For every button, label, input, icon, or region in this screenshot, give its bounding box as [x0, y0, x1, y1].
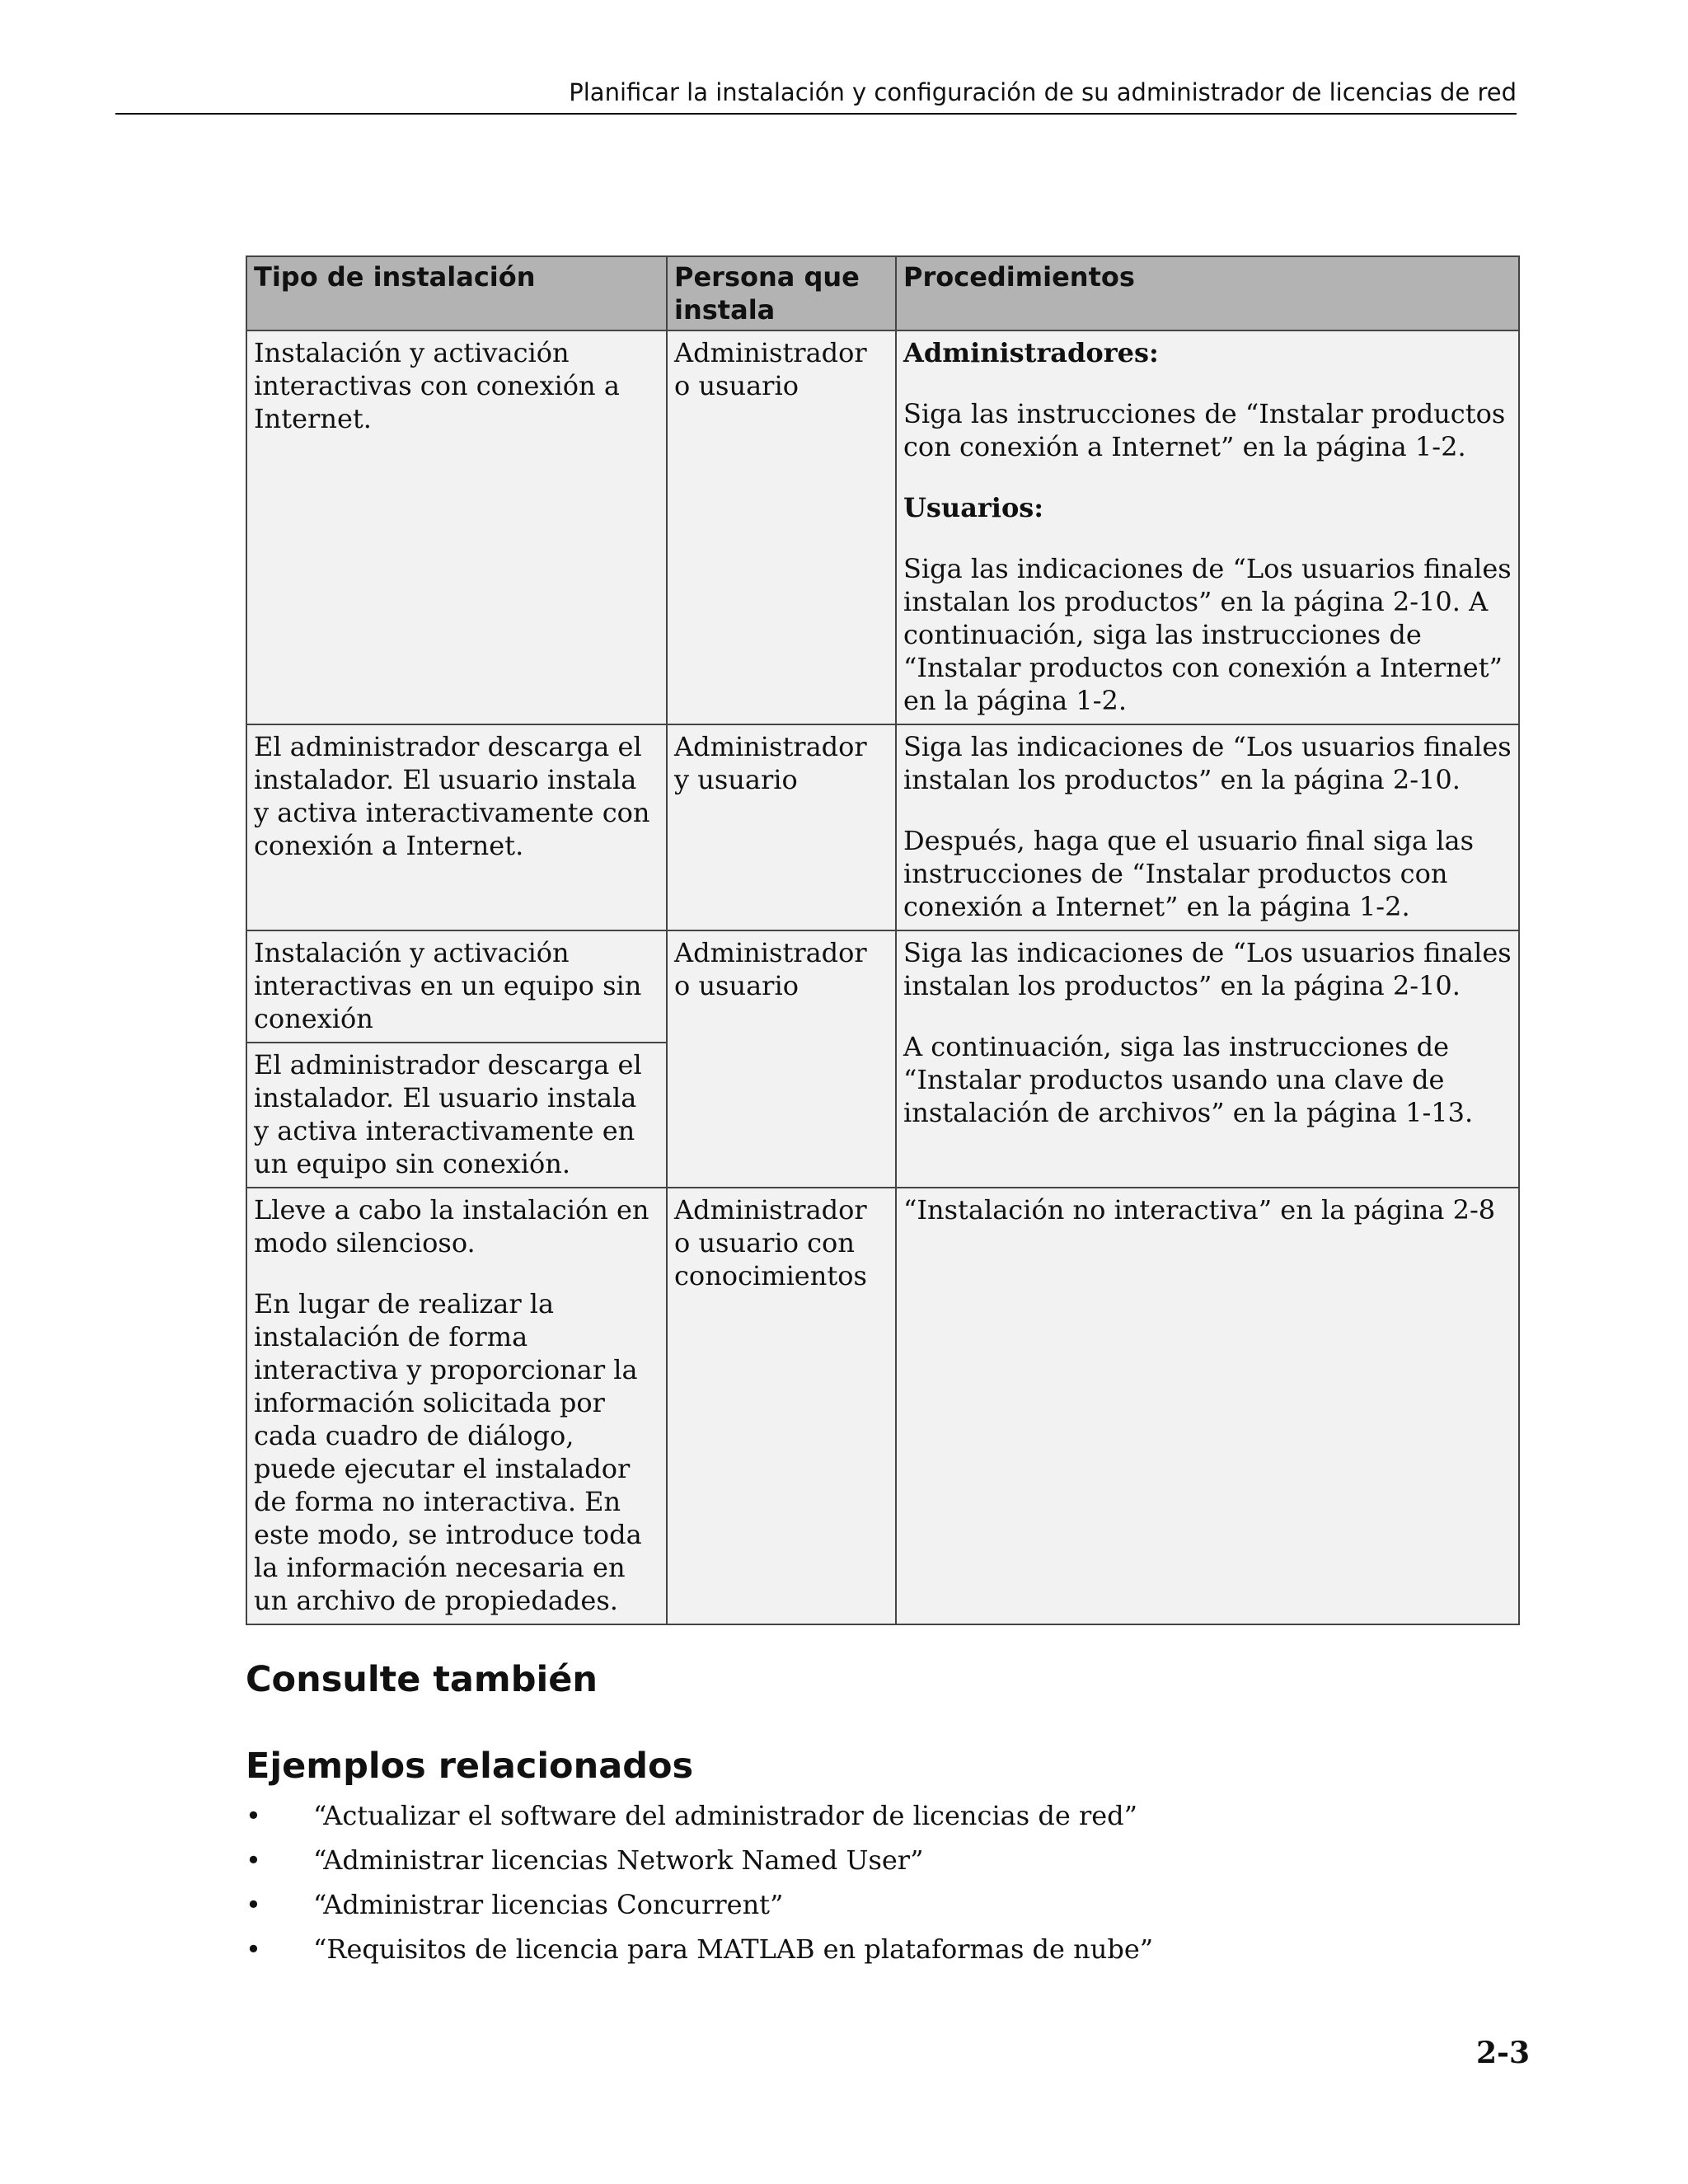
cell-procedures: “Instalación no interactiva” en la página 2-8: [896, 1188, 1519, 1624]
related-link[interactable]: “Administrar licencias Concurrent”: [313, 1889, 784, 1920]
users-text: Siga las indicaciones de “Los usuarios finales instalan los productos” en la página 2-10. A continuación, siga las instrucciones de “Instalar productos con conexión a Internet” en la página 1-2.: [903, 553, 1512, 716]
procedure-text: Siga las indicaciones de “Los usuarios finales instalan los productos” en la página 2-10.: [903, 731, 1512, 795]
related-examples-heading: Ejemplos relacionados: [246, 1746, 694, 1787]
header-rule: [115, 113, 1517, 115]
cell-type: Instalación y activación interactivas con conexión a Internet.: [246, 330, 667, 724]
cell-installer: Administrador y usuario: [667, 724, 896, 930]
bullet-marker: •: [246, 1800, 261, 1831]
table-row: [246, 930, 1519, 1043]
cell-installer: Administrador o usuario: [667, 330, 896, 724]
column-header-installer: Persona que instala: [667, 256, 896, 330]
installation-table: [246, 255, 1520, 1625]
cell-installer: Administrador o usuario con conocimientos: [667, 1188, 896, 1624]
type-text: En lugar de realizar la instalación de forma interactiva y proporcionar la información solicitada por cada cuadro de diálogo, puede ejecutar el instalador de forma no interactiva. En este modo, se introduce toda la información necesaria en un archivo de propiedades.: [254, 1288, 642, 1616]
users-label: Usuarios:: [903, 492, 1044, 523]
admin-label: Administradores:: [903, 337, 1159, 368]
related-link[interactable]: “Actualizar el software del administrador de licencias de red”: [313, 1800, 1138, 1831]
list-item: [246, 1888, 1515, 1921]
type-text: Lleve a cabo la instalación en modo silencioso.: [254, 1194, 649, 1258]
cell-type: [246, 1188, 667, 1624]
bullet-marker: •: [246, 1844, 261, 1876]
procedure-text: Después, haga que el usuario final siga las instrucciones de “Instalar productos con conexión a Internet” en la página 1-2.: [903, 825, 1475, 922]
running-header: Planificar la instalación y configuración de su administrador de licencias de red: [569, 78, 1517, 106]
installation-table-container: [246, 255, 1518, 1625]
column-header-type: Tipo de instalación: [246, 256, 667, 330]
cell-procedures: [896, 330, 1519, 724]
related-link[interactable]: “Administrar licencias Network Named User”: [313, 1844, 924, 1876]
list-item: [246, 1799, 1515, 1832]
cell-type: Instalación y activación interactivas en un equipo sin conexión: [246, 930, 667, 1043]
procedure-text: Siga las indicaciones de “Los usuarios finales instalan los productos” en la página 2-10.: [903, 937, 1512, 1001]
cell-procedures: [896, 724, 1519, 930]
cell-installer: Administrador o usuario: [667, 930, 896, 1188]
list-item: [246, 1933, 1515, 1966]
column-header-procedures: Procedimientos: [896, 256, 1519, 330]
related-link[interactable]: “Requisitos de licencia para MATLAB en plataformas de nube”: [313, 1933, 1154, 1965]
list-item: [246, 1844, 1515, 1877]
bullet-marker: •: [246, 1889, 261, 1920]
table-row: [246, 724, 1519, 930]
cell-type: El administrador descarga el instalador. El usuario instala y activa interactivamente con conexión a Internet.: [246, 724, 667, 930]
cell-type: El administrador descarga el instalador. El usuario instala y activa interactivamente en un equipo sin conexión.: [246, 1043, 667, 1188]
see-also-heading: Consulte también: [246, 1659, 598, 1700]
page-number: 2-3: [1475, 2036, 1530, 2070]
procedure-text: A continuación, siga las instrucciones de “Instalar productos usando una clave de instalación de archivos” en la página 1-13.: [903, 1031, 1474, 1128]
table-row: [246, 330, 1519, 724]
admin-text: Siga las instrucciones de “Instalar productos con conexión a Internet” en la página 1-2.: [903, 398, 1506, 462]
table-row: [246, 1188, 1519, 1624]
table-header-row: [246, 256, 1519, 330]
related-examples-list: [246, 1799, 1515, 1977]
bullet-marker: •: [246, 1933, 261, 1965]
cell-procedures: [896, 930, 1519, 1188]
